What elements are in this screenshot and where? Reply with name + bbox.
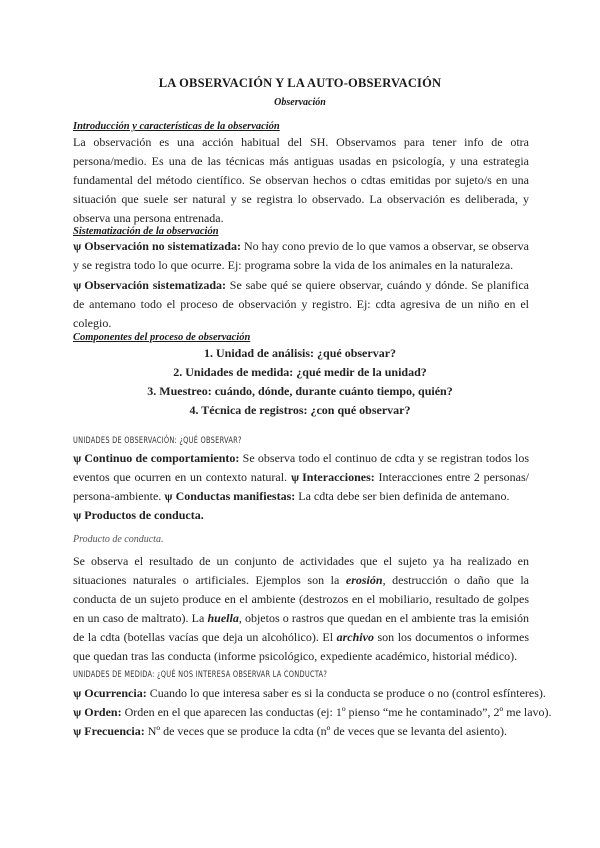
- components-heading: Componentes del proceso de observación: [73, 332, 251, 343]
- item-term: Productos de conducta.: [84, 508, 204, 522]
- systematization-item: [73, 237, 529, 275]
- item-term: Ocurrencia:: [84, 686, 147, 700]
- item-text: Cuando lo que interesa saber es si la conducta se produce o no (control esfínteres).: [146, 686, 546, 700]
- psi-bullet-icon: ѱ: [73, 724, 82, 738]
- list-item: 3. Muestreo: cuándo, dónde, durante cuánto tiempo, quién?: [147, 384, 453, 398]
- systematization-item: [73, 276, 529, 333]
- psi-bullet-icon: ѱ: [73, 451, 82, 465]
- psi-bullet-icon: ѱ: [73, 508, 82, 522]
- psi-bullet-icon: ѱ: [73, 705, 82, 719]
- systematization-heading: Sistematización de la observación: [73, 226, 219, 237]
- item-text: La cdta debe ser bien definida de antemano.: [295, 489, 510, 503]
- units-observation-products: [73, 506, 529, 525]
- paragraph-text: son los documentos o informes que quedan tras las conducta (informe psicológico, expediente académico, historial médico).: [73, 630, 529, 663]
- emphasis-term: archivo: [336, 630, 374, 644]
- units-observation-paragraph: [73, 449, 529, 506]
- item-term: Interacciones:: [302, 470, 375, 484]
- units-observation-heading: UNIDADES DE OBSERVACIÓN: ¿QUÉ OBSERVAR?: [73, 436, 242, 446]
- page-subtitle: Observación: [274, 97, 326, 108]
- psi-bullet-icon: ѱ: [164, 489, 173, 503]
- measure-item: [73, 684, 546, 703]
- item-text: Se observa todo el continuo de cdta y se registran todos los eventos que ocurren en un contexto natural.: [73, 451, 529, 484]
- measure-item: [73, 722, 529, 741]
- components-list: [0, 344, 600, 420]
- intro-paragraph: La observación es una acción habitual del SH. Observamos para tener info de otra persona/medio. Es una de las técnicas más antiguas usadas en psicología, y una estrategia fundamental del método científico. Se observan hechos o cdtas emitidas por sujeto/s en una situación que suele ser natural y se registra lo observado. La observación es deliberada, y observa una persona entrenada.: [73, 135, 529, 225]
- item-text: Interacciones entre 2 personas/ persona-ambiente.: [73, 470, 530, 503]
- paragraph-text: , destrucción o daño que la conducta de un sujeto produce en el ambiente (destrozos en el mobiliario, resultado de golpes en un caso de maltrato). La: [73, 573, 529, 625]
- list-item: 4. Técnica de registros: ¿con qué observar?: [189, 403, 411, 417]
- list-item: 2. Unidades de medida: ¿qué medir de la unidad?: [173, 365, 427, 379]
- psi-bullet-icon: ѱ: [73, 686, 82, 700]
- item-term: Orden:: [84, 705, 122, 719]
- item-term: Conductas manifiestas:: [175, 489, 296, 503]
- paragraph-text: , objetos o rastros que quedan en el ambiente tras la emisión de la cdta (botellas vacías que deja un alcohólico). El: [73, 611, 529, 644]
- item-term: Observación no sistematizada:: [84, 239, 241, 253]
- emphasis-term: huella: [207, 611, 239, 625]
- intro-heading: Introducción y características de la observación: [73, 121, 280, 132]
- psi-bullet-icon: ѱ: [290, 470, 300, 484]
- emphasis-term: erosión: [345, 573, 383, 587]
- item-text: Se sabe qué se quiere observar, cuándo y dónde. Se planifica de antemano todo el proceso de observación y registro. Ej: cdta agresiva de un niño en el colegio.: [73, 278, 529, 330]
- list-item: 1. Unidad de análisis: ¿qué observar?: [203, 346, 397, 360]
- item-term: Continuo de comportamiento:: [84, 451, 240, 465]
- measure-item: [73, 703, 552, 722]
- psi-bullet-icon: ѱ: [73, 239, 82, 253]
- item-text: No hay cono previo de lo que vamos a observar, se observa y se registra todo lo que ocurre. Ej: programa sobre la vida de los animales en la naturaleza.: [73, 239, 530, 272]
- item-text: Nº de veces que se produce la cdta (nº de veces que se levanta del asiento).: [144, 724, 507, 738]
- item-text: Orden en el que aparecen las conductas (ej: 1º pienso “me he contaminado”, 2º me lavo).: [121, 705, 552, 719]
- item-term: Frecuencia:: [84, 724, 145, 738]
- psi-bullet-icon: ѱ: [73, 278, 82, 292]
- item-term: Observación sistematizada:: [84, 278, 227, 292]
- page-title: LA OBSERVACIÓN Y LA AUTO-OBSERVACIÓN: [158, 76, 442, 90]
- units-measure-heading: UNIDADES DE MEDIDA: ¿QUÉ NOS INTERESA OBSERVAR LA CONDUCTA?: [73, 670, 328, 680]
- product-paragraph: [73, 552, 529, 666]
- product-subnote: Producto de conducta.: [73, 534, 164, 545]
- paragraph-text: Se observa el resultado de un conjunto de actividades que el sujeto ya ha realizado en situaciones naturales o artificiales. Ejemplos son la: [73, 554, 529, 587]
